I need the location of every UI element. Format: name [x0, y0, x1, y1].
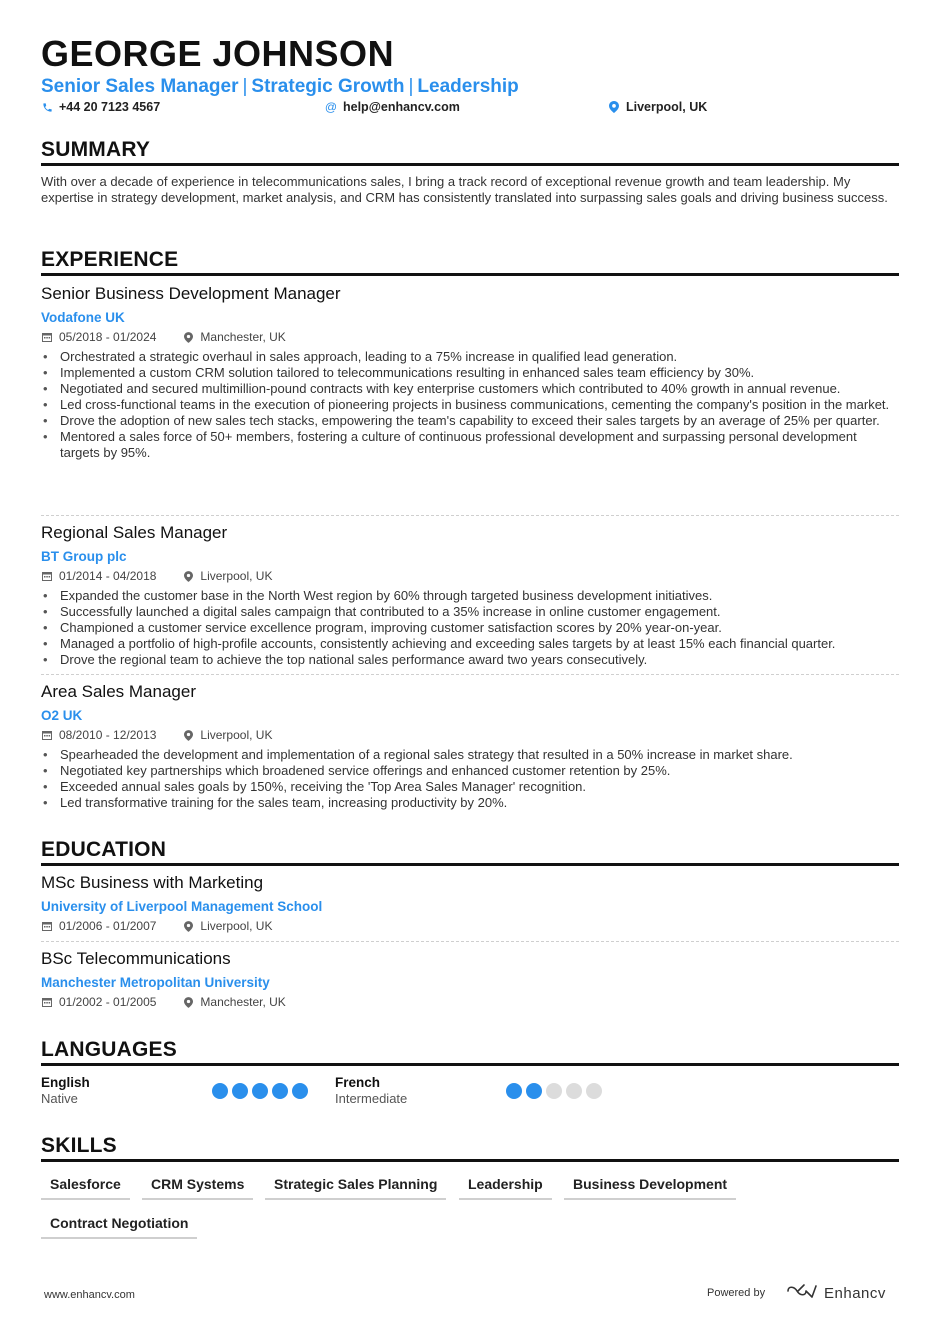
language-level: Intermediate	[335, 1091, 408, 1106]
phone-number[interactable]: +44 20 7123 4567	[59, 100, 161, 114]
education-location: Liverpool, UK	[200, 919, 273, 933]
map-pin-icon	[182, 921, 194, 932]
job-location: Liverpool, UK	[200, 569, 273, 583]
tagline	[41, 76, 519, 98]
job-dates: 05/2018 - 01/2024	[59, 330, 157, 344]
rating-dot-filled	[526, 1083, 542, 1099]
job-bullets	[41, 349, 899, 461]
tagline-skill: Leadership	[417, 76, 519, 97]
phone-icon	[41, 102, 53, 113]
education-dates: 01/2002 - 01/2005	[59, 995, 157, 1009]
list-item: • Led cross-functional teams in the execution of pioneering projects in business communications, cementing the company's position in the market.	[41, 397, 899, 413]
rating-dot-empty	[566, 1083, 582, 1099]
section-divider	[41, 1159, 899, 1162]
footer-website[interactable]: www.enhancv.com	[44, 1289, 135, 1301]
list-item: • Drove the adoption of new sales tech stacks, empowering the team's capability to exceed their sales targets by an average of 25% per quarter.	[41, 413, 899, 429]
list-item: • Implemented a custom CRM solution tailored to telecommunications resulting in enhanced sales team efficiency by 30%.	[41, 365, 899, 381]
education-meta	[41, 995, 286, 1009]
tagline-focus: Strategic Growth	[251, 76, 405, 97]
map-pin-icon	[608, 101, 620, 113]
job-dates: 01/2014 - 04/2018	[59, 569, 157, 583]
job-title: Senior Business Development Manager	[41, 284, 341, 303]
entry-divider	[41, 674, 899, 675]
list-item: • Successfully launched a digital sales campaign that contributed to a 35% increase in online customer engagement.	[41, 604, 899, 620]
skills-heading: SKILLS	[41, 1134, 117, 1157]
job-bullets	[41, 588, 899, 668]
list-item: • Drove the regional team to achieve the top national sales performance award two years consecutively.	[41, 652, 899, 668]
school-name: Manchester Metropolitan University	[41, 975, 270, 990]
rating-dot-filled	[272, 1083, 288, 1099]
language-name: French	[335, 1075, 381, 1090]
skill-tag: Contract Negotiation	[41, 1215, 197, 1239]
rating-dot-filled	[232, 1083, 248, 1099]
list-item: • Managed a portfolio of high-profile accounts, consistently achieving and exceeding sales targets by at least 15% each financial quarter.	[41, 636, 899, 652]
company-name: O2 UK	[41, 708, 83, 723]
summary-text: With over a decade of experience in telecommunications sales, I bring a track record of exceptional revenue growth and team leadership. My expertise in strategy development, market analysis, and CRM has consistently translated into surpassing sales goals and driving business success.	[41, 174, 888, 205]
map-pin-icon	[182, 571, 194, 582]
candidate-name: GEORGE JOHNSON	[41, 33, 395, 74]
degree-title: BSc Telecommunications	[41, 949, 231, 968]
degree-title: MSc Business with Marketing	[41, 873, 264, 892]
footer-powered-by: Powered by	[707, 1287, 766, 1299]
job-bullets	[41, 747, 899, 811]
enhancv-brand: Enhancv	[824, 1284, 886, 1302]
list-item: • Negotiated key partnerships which broadened service offerings and enhanced customer retention by 25%.	[41, 763, 899, 779]
languages-heading: LANGUAGES	[41, 1038, 177, 1061]
list-item: • Expanded the customer base in the North West region by 60% through targeted business development initiatives.	[41, 588, 899, 604]
job-meta	[41, 330, 286, 344]
calendar-icon	[41, 332, 53, 342]
calendar-icon	[41, 921, 53, 931]
language-name: English	[41, 1075, 90, 1090]
school-name: University of Liverpool Management School	[41, 899, 323, 914]
rating-dot-empty	[586, 1083, 602, 1099]
section-divider	[41, 863, 899, 866]
tagline-separator: |	[408, 76, 414, 97]
skill-tag: Strategic Sales Planning	[265, 1176, 446, 1200]
list-item: • Exceeded annual sales goals by 150%, receiving the 'Top Area Sales Manager' recognition.	[41, 779, 899, 795]
list-item: • Led transformative training for the sales team, increasing productivity by 20%.	[41, 795, 899, 811]
education-dates: 01/2006 - 01/2007	[59, 919, 157, 933]
tagline-role: Senior Sales Manager	[41, 76, 239, 97]
section-divider	[41, 1063, 899, 1066]
contact-phone	[41, 100, 160, 114]
education-meta	[41, 919, 272, 933]
section-divider	[41, 163, 899, 166]
list-item: • Orchestrated a strategic overhaul in sales approach, leading to a 75% increase in qualified lead generation.	[41, 349, 899, 365]
entry-divider	[41, 515, 899, 516]
skill-tag: CRM Systems	[142, 1176, 253, 1200]
language-rating	[212, 1083, 308, 1099]
rating-dot-filled	[212, 1083, 228, 1099]
job-dates: 08/2010 - 12/2013	[59, 728, 157, 742]
education-location: Manchester, UK	[200, 995, 286, 1009]
list-item: • Mentored a sales force of 50+ members, fostering a culture of continuous professional development and surpassing personal development targets by 95%.	[41, 429, 899, 461]
summary-heading: SUMMARY	[41, 138, 151, 161]
language-level: Native	[41, 1091, 78, 1106]
enhancv-logo-icon	[786, 1283, 818, 1303]
section-divider	[41, 273, 899, 276]
tagline-separator: |	[242, 76, 248, 97]
job-location: Manchester, UK	[200, 330, 286, 344]
rating-dot-filled	[252, 1083, 268, 1099]
entry-divider	[41, 941, 899, 942]
skill-tag: Salesforce	[41, 1176, 130, 1200]
contact-location	[608, 100, 707, 114]
rating-dot-empty	[546, 1083, 562, 1099]
list-item: • Spearheaded the development and implementation of a regional sales strategy that resulted in a 50% increase in market share.	[41, 747, 899, 763]
rating-dot-filled	[506, 1083, 522, 1099]
experience-heading: EXPERIENCE	[41, 248, 179, 271]
job-meta	[41, 728, 272, 742]
job-title: Area Sales Manager	[41, 682, 196, 701]
contact-email	[325, 100, 460, 114]
email-address[interactable]: help@enhancv.com	[343, 100, 460, 114]
calendar-icon	[41, 571, 53, 581]
map-pin-icon	[182, 332, 194, 343]
job-location: Liverpool, UK	[200, 728, 273, 742]
company-name: Vodafone UK	[41, 310, 125, 325]
map-pin-icon	[182, 730, 194, 741]
job-meta	[41, 569, 272, 583]
location-text: Liverpool, UK	[626, 100, 708, 114]
enhancv-logo[interactable]	[786, 1283, 886, 1303]
at-icon: @	[324, 100, 338, 114]
rating-dot-filled	[292, 1083, 308, 1099]
skill-tag: Business Development	[564, 1176, 736, 1200]
company-name: BT Group plc	[41, 549, 127, 564]
list-item: • Negotiated and secured multimillion-pound contracts with key enterprise customers which contributed to 40% growth in annual revenue.	[41, 381, 899, 397]
calendar-icon	[41, 730, 53, 740]
job-title: Regional Sales Manager	[41, 523, 228, 542]
map-pin-icon	[182, 997, 194, 1008]
language-rating	[506, 1083, 602, 1099]
skill-tag: Leadership	[459, 1176, 552, 1200]
calendar-icon	[41, 997, 53, 1007]
list-item: • Championed a customer service excellence program, improving customer satisfaction scores by 20% year-on-year.	[41, 620, 899, 636]
education-heading: EDUCATION	[41, 838, 167, 861]
